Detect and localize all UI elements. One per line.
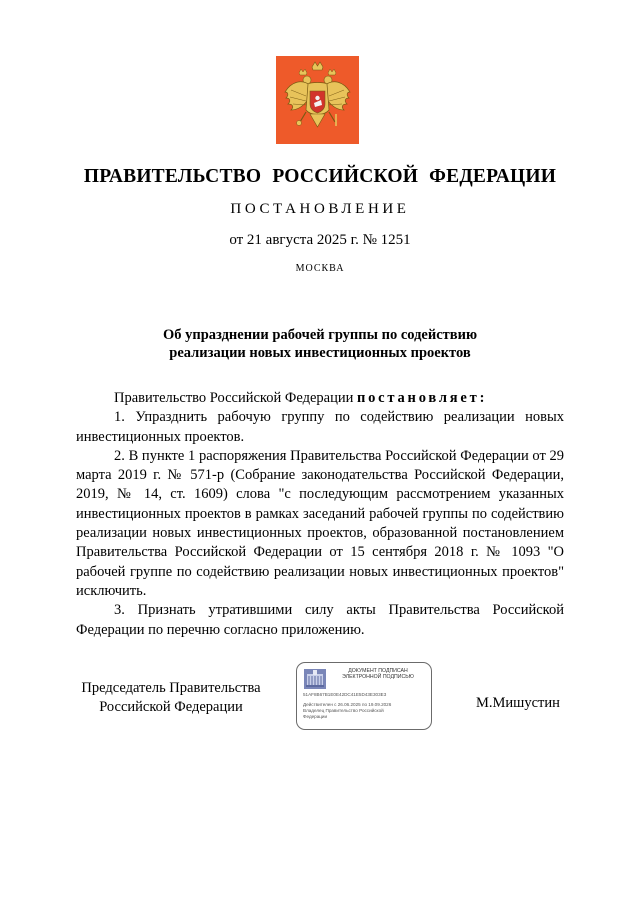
- preamble-text: Правительство Российской Федерации: [114, 390, 357, 406]
- paragraph-2: 2. В пункте 1 распоряжения Правительства Российской Федерации от 29 марта 2019 г. № 571-р (Собрание законодательства Российской Федерации, 2019, № 14, ст. 1609) слова "с последующим рассмотрением указанных инвестиционных проектов в рамках заседаний рабочей группы по содействию реализации новых инвестиционных проектов, образованной постановлением Правительства Российской Федерации от 15 сентября 2018 г. № 1093 "О рабочей группе по содействию реализации новых инвестиционных проектов" исключить.: [76, 447, 564, 599]
- signatory-position: [76, 679, 266, 717]
- electronic-signature-stamp: [296, 662, 432, 730]
- preamble: [76, 389, 564, 408]
- signatory-position-line-1: Председатель Правительства: [81, 680, 261, 696]
- stamp-validity: Действителен с 26.06.2025 по 19.09.2026: [303, 702, 392, 707]
- government-building-icon: [303, 668, 327, 690]
- paragraph-3: 3. Признать утратившими силу акты Правительства Российской Федерации по перечню согласно приложению.: [76, 602, 564, 638]
- signatory-position-line-2: Российской Федерации: [99, 699, 243, 715]
- stamp-heading: [329, 668, 427, 681]
- document-body: [76, 389, 564, 640]
- document-title-line-1: Об упразднении рабочей группы по содействию: [162, 327, 478, 343]
- document-title: [100, 326, 540, 362]
- government-title: ПРАВИТЕЛЬСТВО РОССИЙСКОЙ ФЕДЕРАЦИИ: [83, 166, 557, 187]
- paragraph-1: 1. Упразднить рабочую группу по содействию реализации новых инвестиционных проектов.: [76, 409, 564, 445]
- document-date-number: от 21 августа 2025 г. № 1251: [229, 232, 411, 248]
- preamble-verb: постановляет:: [356, 390, 488, 406]
- document-type: ПОСТАНОВЛЕНИЕ: [230, 201, 410, 217]
- stamp-owner-line-1: Владелец Правительство Российской: [303, 708, 384, 713]
- stamp-heading-line-1: ДОКУМЕНТ ПОДПИСАН: [348, 668, 408, 674]
- emblem-graphic: [276, 56, 359, 144]
- document-title-line-2: реализации новых инвестиционных проектов: [169, 345, 471, 361]
- stamp-heading-line-2: ЭЛЕКТРОННОЙ ПОДПИСЬЮ: [342, 674, 414, 681]
- stamp-owner-line-2: Федерации: [303, 714, 328, 719]
- signatory-name: М.Мишустин: [476, 695, 560, 711]
- stamp-certificate: 51AF8B67B1E0E42DC41E5D43E303E3: [303, 692, 387, 697]
- coat-of-arms-icon: [276, 56, 359, 144]
- document-city: МОСКВА: [295, 263, 345, 274]
